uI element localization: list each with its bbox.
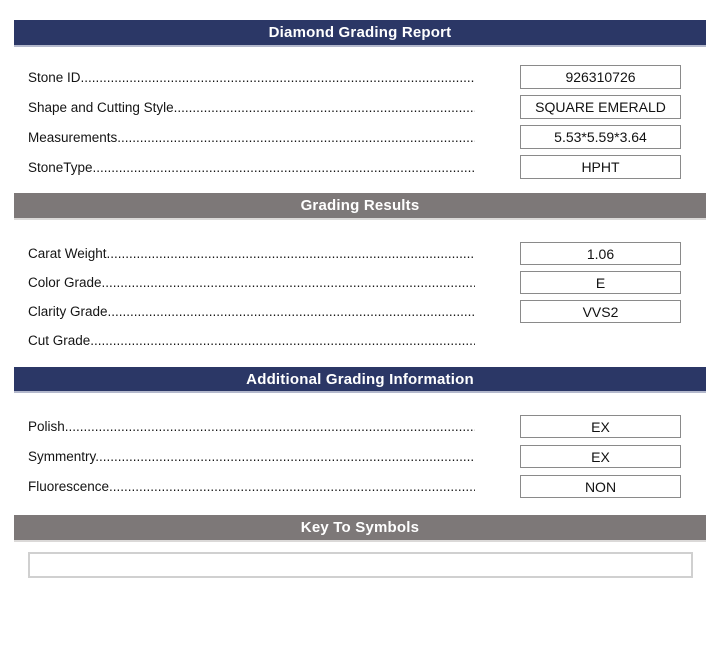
- field-row-color-grade: [0, 271, 720, 294]
- section-title: Diamond Grading Report: [268, 24, 452, 41]
- field-row-measurements: [0, 125, 720, 149]
- field-row-clarity-grade: [0, 300, 720, 323]
- key-to-symbols-field[interactable]: [28, 552, 693, 578]
- additional-grading-section: [0, 415, 720, 498]
- section-header-additional-grading-information: [14, 367, 706, 393]
- color-grade-field[interactable]: E: [520, 271, 681, 294]
- field-label: Polish .....: [28, 419, 475, 434]
- section-header-grading-results: [14, 193, 706, 220]
- carat-weight-field[interactable]: 1.06: [520, 242, 681, 265]
- field-label: Carat Weight .....: [28, 246, 475, 261]
- field-label: Shape and Cutting Style .....: [28, 100, 475, 115]
- field-label: Stone ID .....: [28, 70, 475, 85]
- identification-section: [0, 65, 720, 179]
- section-title: Additional Grading Information: [246, 370, 474, 388]
- stone-id-field[interactable]: 926310726: [520, 65, 681, 89]
- measurements-field[interactable]: 5.53*5.59*3.64: [520, 125, 681, 149]
- field-label: Color Grade .....: [28, 275, 475, 290]
- field-label: Measurements .....: [28, 130, 475, 145]
- section-header-diamond-grading-report: [14, 20, 706, 47]
- field-row-stone-type: [0, 155, 720, 179]
- stone-type-field[interactable]: HPHT: [520, 155, 681, 179]
- field-label: Clarity Grade .....: [28, 304, 475, 319]
- fluorescence-field[interactable]: NON: [520, 475, 681, 498]
- section-title: Grading Results: [300, 197, 420, 214]
- clarity-grade-field[interactable]: VVS2: [520, 300, 681, 323]
- field-label: Fluorescence .....: [28, 479, 475, 494]
- symmetry-field[interactable]: EX: [520, 445, 681, 468]
- field-row-shape: [0, 95, 720, 119]
- grading-results-section: [0, 242, 720, 352]
- field-row-carat-weight: [0, 242, 720, 265]
- polish-field[interactable]: EX: [520, 415, 681, 438]
- field-row-fluorescence: [0, 475, 720, 498]
- field-label: Cut Grade .....: [28, 333, 475, 348]
- section-title: Key To Symbols: [300, 519, 420, 536]
- field-row-polish: [0, 415, 720, 438]
- section-header-key-to-symbols: [14, 515, 706, 542]
- field-row-cut-grade: [0, 329, 720, 352]
- field-row-stone-id: [0, 65, 720, 89]
- field-label: Symmentry .....: [28, 449, 475, 464]
- field-label: StoneType .....: [28, 160, 475, 175]
- shape-field[interactable]: SQUARE EMERALD: [520, 95, 681, 119]
- field-row-symmetry: [0, 445, 720, 468]
